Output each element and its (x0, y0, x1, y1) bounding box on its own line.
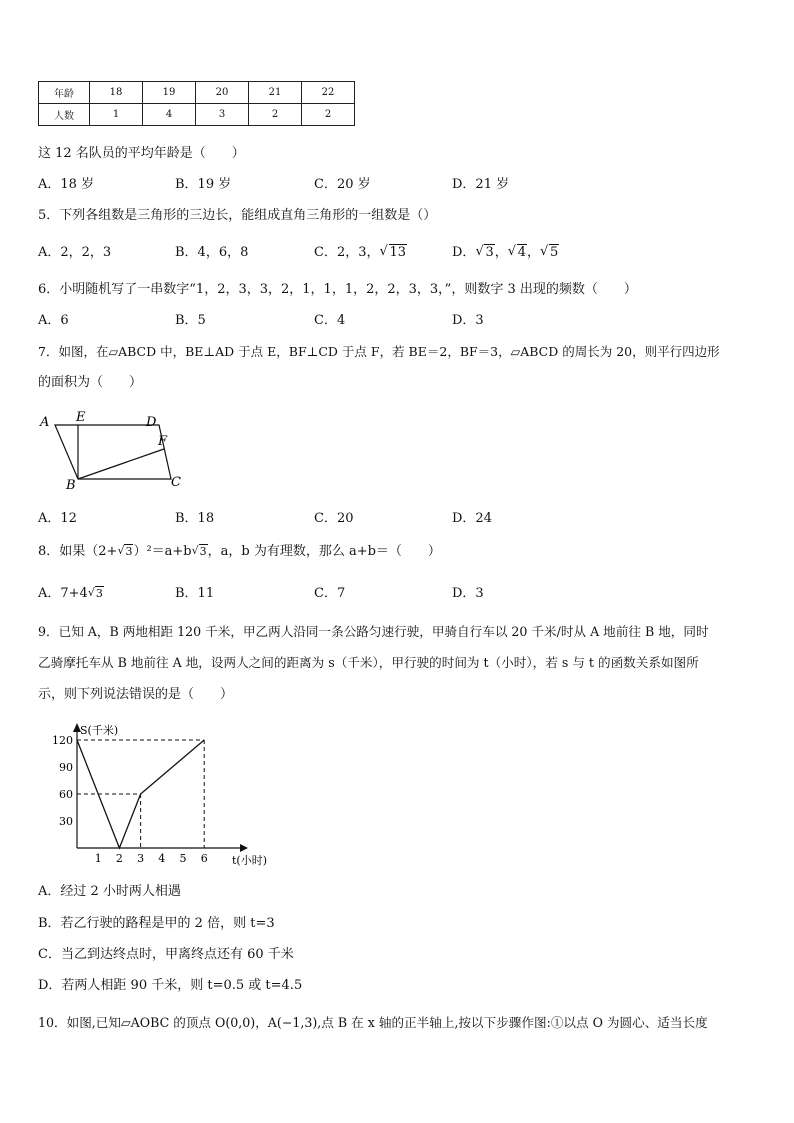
table-cell: 人数 (39, 104, 90, 126)
q8-stem-prefix: 8．如果（2+ (38, 544, 118, 559)
sqrt-symbol (540, 244, 559, 262)
radicand: 3 (125, 545, 133, 558)
sqrt-symbol (380, 244, 408, 262)
table-cell: 22 (302, 82, 355, 104)
sqrt-symbol (117, 543, 133, 561)
q7-stem-line1: 7．如图，在▱ABCD 中，BE⊥AD 于点 E，BF⊥CD 于点 F，若 BE＝2，BF＝3，▱ABCD 的周长为 20，则平行四边形 (38, 344, 720, 359)
q7-stem-line2: 的面积为（ ） (38, 375, 143, 390)
x-tick-label: 3 (137, 852, 145, 865)
q4-option-d: D．21 岁 (452, 177, 510, 192)
sqrt-symbol (508, 244, 527, 262)
q6-option-d: D．3 (452, 313, 484, 328)
radicand: 4 (517, 245, 527, 260)
table-cell: 2 (249, 104, 302, 126)
sqrt-symbol (88, 585, 104, 603)
q5-stem: 5．下列各组数是三角形的三边长，能组成直角三角形的一组数是（） (38, 208, 437, 223)
label-e: E (76, 410, 86, 425)
y-axis-label: S(千米) (80, 724, 119, 737)
q5-option-c-prefix: C．2，3， (314, 245, 380, 260)
table-row (39, 104, 355, 126)
q9-line1: 9．已知 A，B 两地相距 120 千米，甲乙两人沿同一条公路匀速行驶，甲骑自行车以 20 千米/时从 A 地前往 B 地，同时 (38, 624, 709, 639)
x-ticks (95, 852, 208, 865)
q5-option-c (314, 244, 407, 262)
q8-stem (38, 543, 441, 561)
table-cell: 19 (143, 82, 196, 104)
distance-time-graph (48, 715, 278, 870)
q7-option-b: B．18 (175, 511, 215, 526)
x-tick-label: 5 (179, 852, 187, 865)
q9-option-a: A．经过 2 小时两人相遇 (38, 884, 181, 899)
q8-option-d: D．3 (452, 586, 484, 601)
q9-option-d: D．若两人相距 90 千米，则 t=0.5 或 t=4.5 (38, 978, 303, 993)
q5-option-a: A．2，2，3 (38, 245, 112, 260)
x-tick-label: 6 (200, 852, 208, 865)
table-cell: 20 (196, 82, 249, 104)
radicand: 3 (485, 245, 494, 260)
y-tick-label: 120 (52, 734, 73, 747)
sqrt-symbol (192, 543, 208, 561)
y-tick-label: 60 (59, 788, 73, 801)
radicand: 13 (389, 245, 407, 260)
table-cell: 3 (196, 104, 249, 126)
q7-option-a: A．12 (38, 511, 77, 526)
x-axis-arrow (240, 844, 248, 852)
radicand: 3 (95, 587, 103, 600)
sqrt-symbol (475, 244, 494, 262)
x-axis-label: t(小时) (232, 854, 268, 867)
y-tick-label: 90 (59, 761, 73, 774)
q5-option-d-prefix: D． (452, 245, 476, 260)
radicand: 3 (199, 545, 207, 558)
label-b: B (66, 478, 76, 493)
label-d: D (146, 415, 157, 430)
q7-option-c: C．20 (314, 511, 354, 526)
label-c: C (171, 475, 181, 490)
table-cell: 1 (90, 104, 143, 126)
q8-stem-suffix: ，a，b 为有理数，那么 a+b＝（ ） (207, 544, 441, 559)
q8-stem-mid: ）²＝a+b (133, 544, 192, 559)
table-cell: 21 (249, 82, 302, 104)
label-f: F (158, 434, 168, 449)
table-cell: 年龄 (39, 82, 90, 104)
q4-stem: 这 12 名队员的平均年龄是（ ） (38, 146, 245, 161)
y-tick-label: 30 (59, 815, 73, 828)
q9-line2: 乙骑摩托车从 B 地前往 A 地，设两人之间的距离为 s（千米），甲行驶的时间为 t（小时），若 s 与 t 的函数关系如图所 (38, 655, 699, 670)
table-cell: 4 (143, 104, 196, 126)
table-row (39, 82, 355, 104)
q5-option-b: B．4，6，8 (175, 245, 249, 260)
x-tick-label: 2 (115, 852, 123, 865)
age-table (38, 81, 355, 126)
q6-option-a: A．6 (38, 313, 69, 328)
label-a: A (40, 415, 50, 430)
q5-option-d: D．√ 3，√ 4，√ 5 (452, 244, 559, 262)
table-cell: 2 (302, 104, 355, 126)
q4-option-c: C．20 岁 (314, 177, 371, 192)
q8-option-a (38, 585, 104, 603)
x-tick-label: 1 (94, 852, 102, 865)
table-cell: 18 (90, 82, 143, 104)
q4-option-b: B．19 岁 (175, 177, 232, 192)
y-ticks (52, 734, 73, 828)
x-tick-label: 4 (158, 852, 166, 865)
q6-option-b: B．5 (175, 313, 206, 328)
segment-bf (78, 449, 164, 479)
q9-option-c: C．当乙到达终点时，甲离终点还有 60 千米 (38, 947, 294, 962)
q10-line: 10．如图,已知▱AOBC 的顶点 O(0,0)，A(−1,3),点 B 在 x 轴的正半轴上,按以下步骤作图:①以点 O 为圆心、适当长度 (38, 1015, 708, 1030)
q6-stem: 6．小明随机写了一串数字“1，2，3，3，2，1，1，1，2，2，3，3，”，则数字 3 出现的频数（ ） (38, 282, 637, 297)
q6-option-c: C．4 (314, 313, 346, 328)
q9-option-b: B．若乙行驶的路程是甲的 2 倍，则 t=3 (38, 916, 275, 931)
q8-option-b: B．11 (175, 586, 215, 601)
q8-option-c: C．7 (314, 586, 346, 601)
q9-line3: 示，则下列说法错误的是（ ） (38, 687, 234, 702)
q7-option-d: D．24 (452, 511, 492, 526)
parallelogram-figure (36, 405, 196, 495)
q8-option-a-prefix: A．7+4 (38, 586, 88, 601)
radicand: 5 (550, 245, 559, 260)
q4-option-a: A．18 岁 (38, 177, 95, 192)
